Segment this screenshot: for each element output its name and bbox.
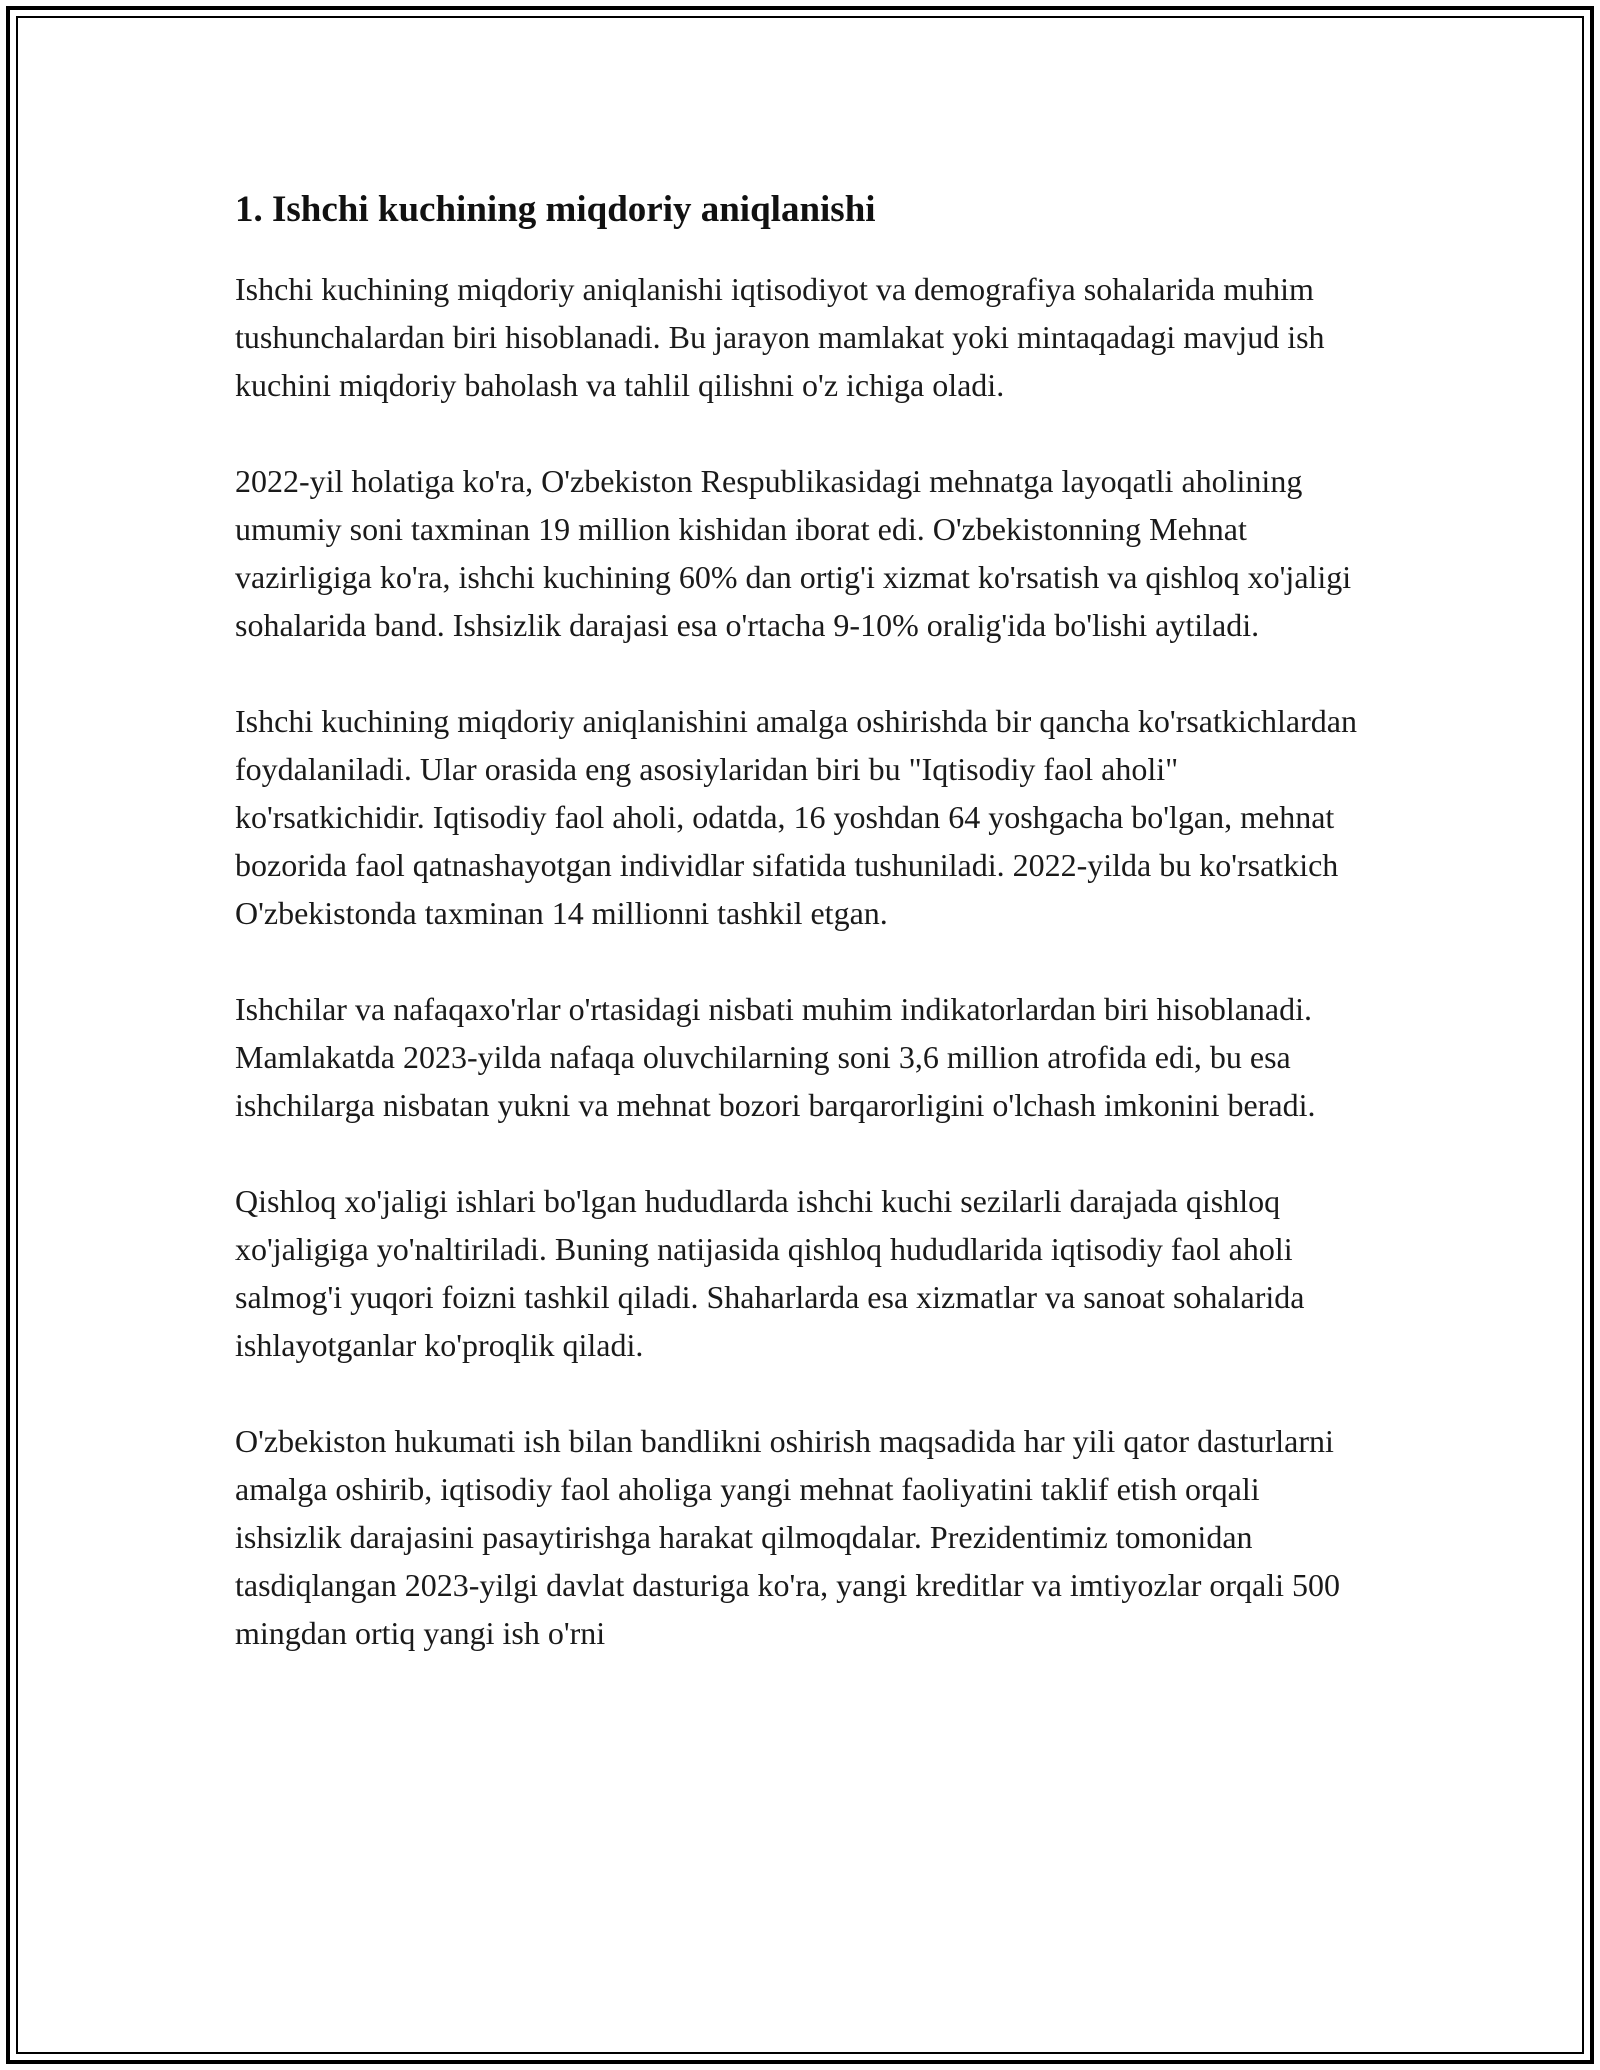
- paragraph-rural-urban: Qishloq xo'jaligi ishlari bo'lgan hududlarda ishchi kuchi sezilarli darajada qishloq xo'jaligiga yo'naltiriladi. Buning natijasida qishloq hududlarida iqtisodiy faol aholi salmog'i yuqori foizni tashkil qiladi. Shaharlarda esa xizmatlar va sanoat sohalarida ishlayotganlar ko'proqlik qiladi.: [235, 1183, 1305, 1363]
- section-heading: 1. Ishchi kuchining miqdoriy aniqlanishi: [235, 189, 876, 230]
- paragraph-economically-active: Ishchi kuchining miqdoriy aniqlanishini amalga oshirishda bir qancha ko'rsatkichlardan foydalaniladi. Ular orasida eng asosiylaridan biri bu "Iqtisodiy faol aholi" ko'rsatkichidir. Iqtisodiy faol aholi, odatda, 16 yoshdan 64 yoshgacha bo'lgan, mehnat bozorida faol qatnashayotgan individlar sifatida tushuniladi. 2022-yilda bu ko'rsatkich O'zbekistonda taxminan 14 millionni tashkil etgan.: [235, 703, 1357, 931]
- paragraph-population-2022: 2022-yil holatiga ko'ra, O'zbekiston Respublikasidagi mehnatga layoqatli aholining umumiy soni taxminan 19 million kishidan iborat edi. O'zbekistonning Mehnat vazirligiga ko'ra, ishchi kuchining 60% dan ortig'i xizmat ko'rsatish va qishloq xo'jaligi sohalarida band. Ishsizlik darajasi esa o'rtacha 9-10% oralig'ida bo'lishi aytiladi.: [235, 463, 1352, 643]
- paragraph-pensioners-ratio: Ishchilar va nafaqaxo'rlar o'rtasidagi nisbati muhim indikatorlardan biri hisoblanadi. Mamlakatda 2023-yilda nafaqa oluvchilarning soni 3,6 million atrofida edi, bu esa ishchilarga nisbatan yukni va mehnat bozori barqarorligini o'lchash imkonini beradi.: [235, 991, 1316, 1123]
- paragraph-government-programs: O'zbekiston hukumati ish bilan bandlikni oshirish maqsadida har yili qator dasturlarni amalga oshirib, iqtisodiy faol aholiga yangi mehnat faoliyatini taklif etish orqali ishsizlik darajasini pasaytirishga harakat qilmoqdalar. Prezidentimiz tomonidan tasdiqlangan 2023-yilgi davlat dasturiga ko'ra, yangi kreditlar va imtiyozlar orqali 500 mingdan ortiq yangi ish o'rni: [235, 1423, 1341, 1651]
- document-body: [235, 185, 1365, 1705]
- paragraph-intro: Ishchi kuchining miqdoriy aniqlanishi iqtisodiyot va demografiya sohalarida muhim tushunchalardan biri hisoblanadi. Bu jarayon mamlakat yoki mintaqadagi mavjud ish kuchini miqdoriy baholash va tahlil qilishni o'z ichiga oladi.: [235, 271, 1325, 403]
